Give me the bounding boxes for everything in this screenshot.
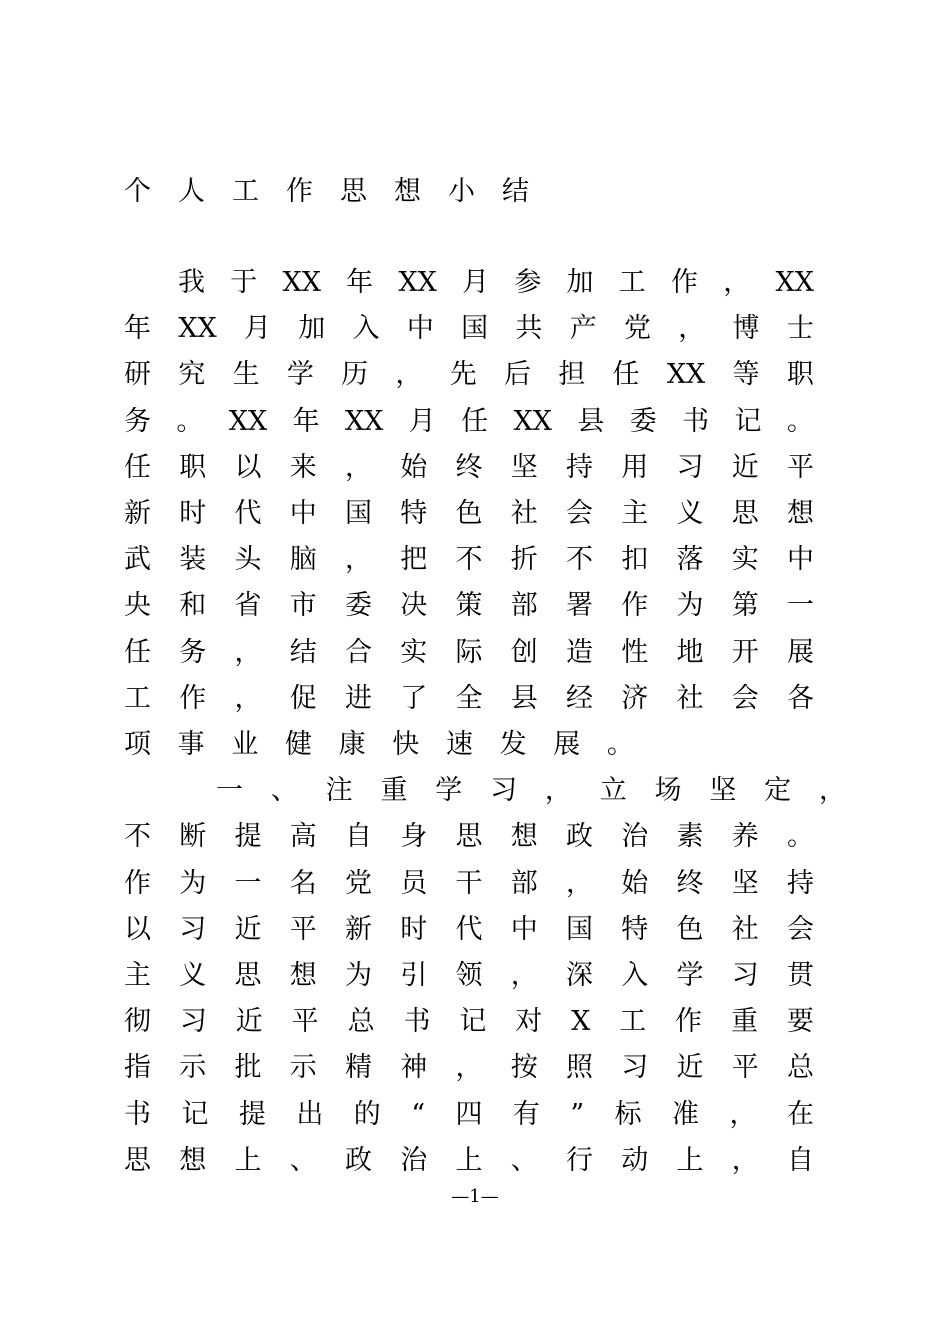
body-line: 主 义 思 想 为 引 领 ， 深 入 学 习 贯 [124, 960, 814, 991]
body-line: 央 和 省 市 委 决 策 部 署 作 为 第 一 [124, 590, 814, 622]
body-line: 新 时 代 中 国 特 色 社 会 主 义 思 想 [124, 498, 814, 529]
body-line: 彻 习 近 平 总 书 记 对 X 工 作 重 要 [124, 1006, 814, 1038]
body-line: 项 事 业 健 康 快 速 发 展 。 [124, 729, 634, 760]
body-line: 一 、 注 重 学 习 ， 立 场 坚 定 ， [216, 775, 846, 807]
body-line: 年 XX 月 加 入 中 国 共 产 党 ， 博 士 [124, 313, 814, 345]
body-line: 研 究 生 学 历 ， 先 后 担 任 XX 等 职 [124, 359, 814, 391]
body-line: 指 示 批 示 精 神 ， 按 照 习 近 平 总 [124, 1052, 814, 1084]
body-line: 我 于 XX 年 XX 月 参 加 工 作 ， XX [178, 267, 814, 298]
body-line: 以 习 近 平 新 时 代 中 国 特 色 社 会 [124, 913, 814, 945]
page-number: —1— [451, 1186, 499, 1207]
body-line: 思 想 上 、 政 治 上 、 行 动 上 ， 自 [124, 1144, 814, 1176]
body-line: 任 务 ， 结 合 实 际 创 造 性 地 开 展 [124, 636, 814, 668]
body-line: 武 装 头 脑 ， 把 不 折 不 扣 落 实 中 [124, 544, 814, 576]
body-line: 作 为 一 名 党 员 干 部 ， 始 终 坚 持 [124, 867, 814, 899]
body-line: 书 记 提 出 的 “ 四 有 ” 标 准 ， 在 [124, 1098, 814, 1130]
document-title: 个人工作思想小结 [124, 176, 556, 207]
body-line: 任 职 以 来 ， 始 终 坚 持 用 习 近 平 [124, 451, 814, 483]
body-line: 工 作 ， 促 进 了 全 县 经 济 社 会 各 [124, 682, 814, 714]
body-line: 务 。 XX 年 XX 月 任 XX 县 委 书 记 。 [124, 405, 814, 437]
body-line: 不 断 提 高 自 身 思 想 政 治 素 养 。 [124, 821, 814, 853]
